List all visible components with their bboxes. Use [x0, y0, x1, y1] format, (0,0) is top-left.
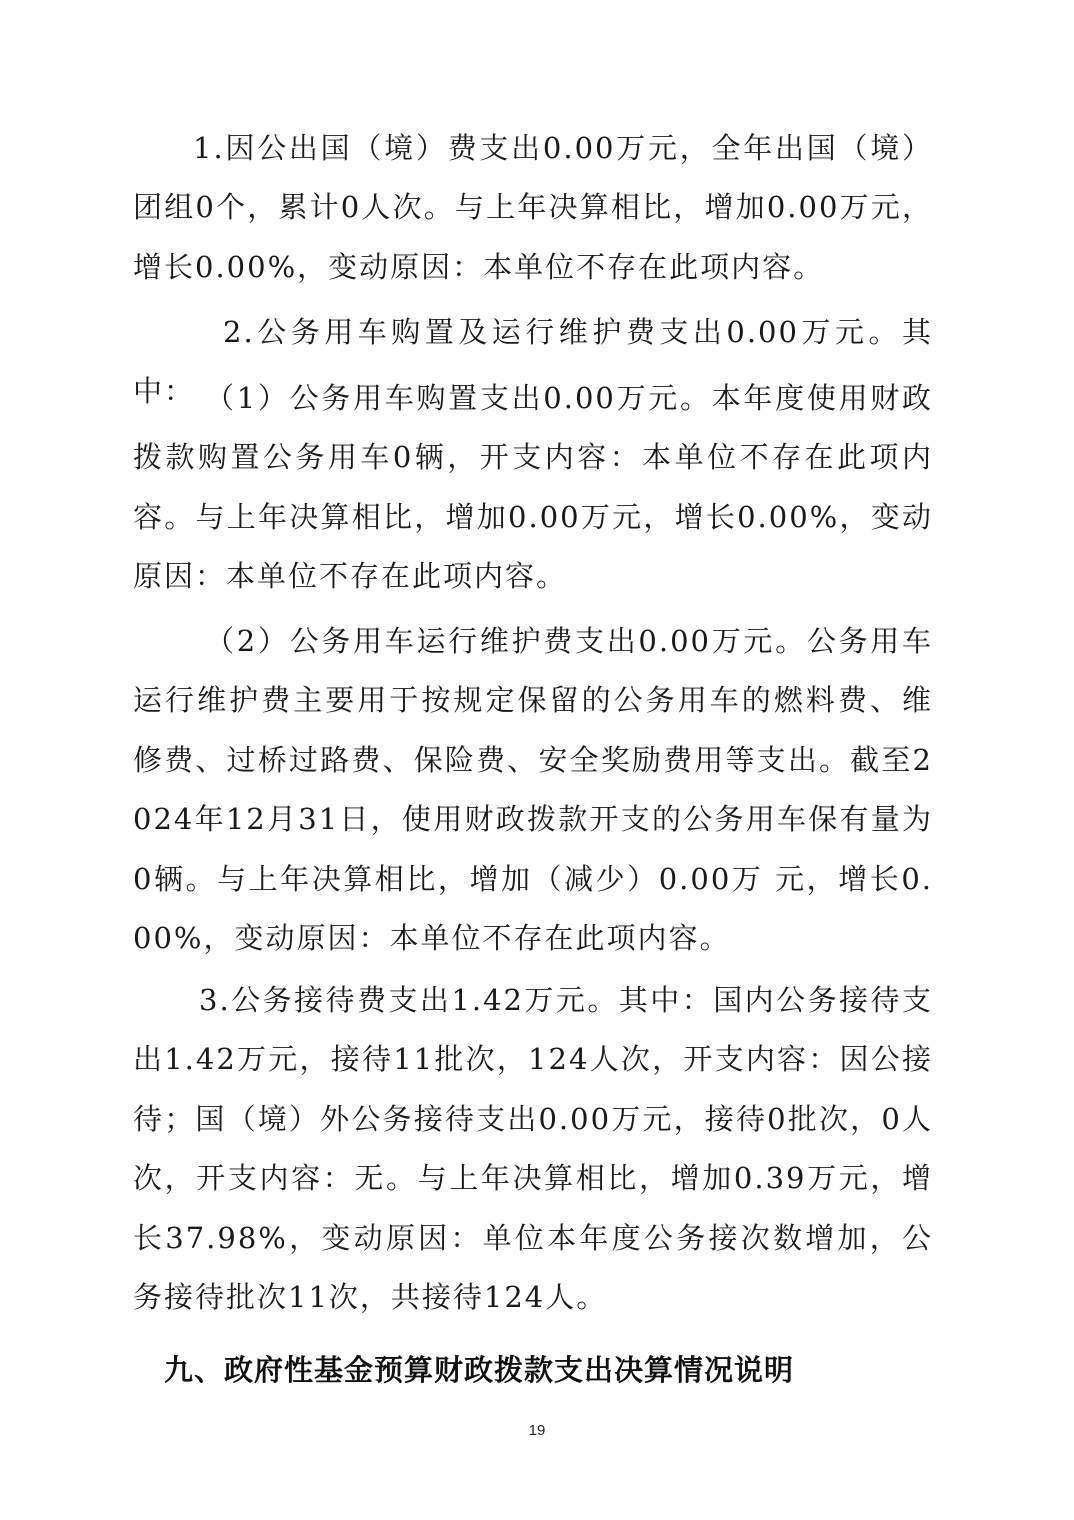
section-heading: 九、政府性基金预算财政拨款支出决算情况说明: [164, 1353, 795, 1387]
paragraph-overseas-travel: 1.因公出国（境）费支出0.00万元，全年出国（境）团组0个，累计0人次。与上年决算相比，增加0.00万元，增长0.00%，变动原因：本单位不存在此项内容。: [133, 131, 933, 284]
paragraph-vehicle-summary: 2.公务用车购置及运行维护费支出0.00万元。其中：: [133, 315, 933, 409]
paragraph-reception: 3.公务接待费支出1.42万元。其中：国内公务接待支出1.42万元，接待11批次，124人次，开支内容：因公接待；国（境）外公务接待支出0.00万元，接待0批次，0人次，开支内容：无。与上年决算相比，增加0.39万元，增长37.98%，变动原因：单位本年度公务接次数增加，公务接待批次11次，共接待124人。: [133, 983, 933, 1315]
paragraph-vehicle-purchase: （1）公务用车购置支出0.00万元。本年度使用财政拨款购置公务用车0辆，开支内容：本单位不存在此项内容。与上年决算相比，增加0.00万元，增长0.00%，变动原因：本单位不存在此项内容。: [133, 381, 933, 594]
paragraph-vehicle-maintenance: （2）公务用车运行维护费支出0.00万元。公务用车运行维护费主要用于按规定保留的公务用车的燃料费、维修费、过桥过路费、保险费、安全奖励费用等支出。截至2024年12月31日，使用财政拨款开支的公务用车保有量为0辆。与上年决算相比，增加（减少）0.00万 元，增长0.00%，变动原因：本单位不存在此项内容。: [133, 624, 933, 956]
page-number: 19: [528, 1422, 546, 1439]
